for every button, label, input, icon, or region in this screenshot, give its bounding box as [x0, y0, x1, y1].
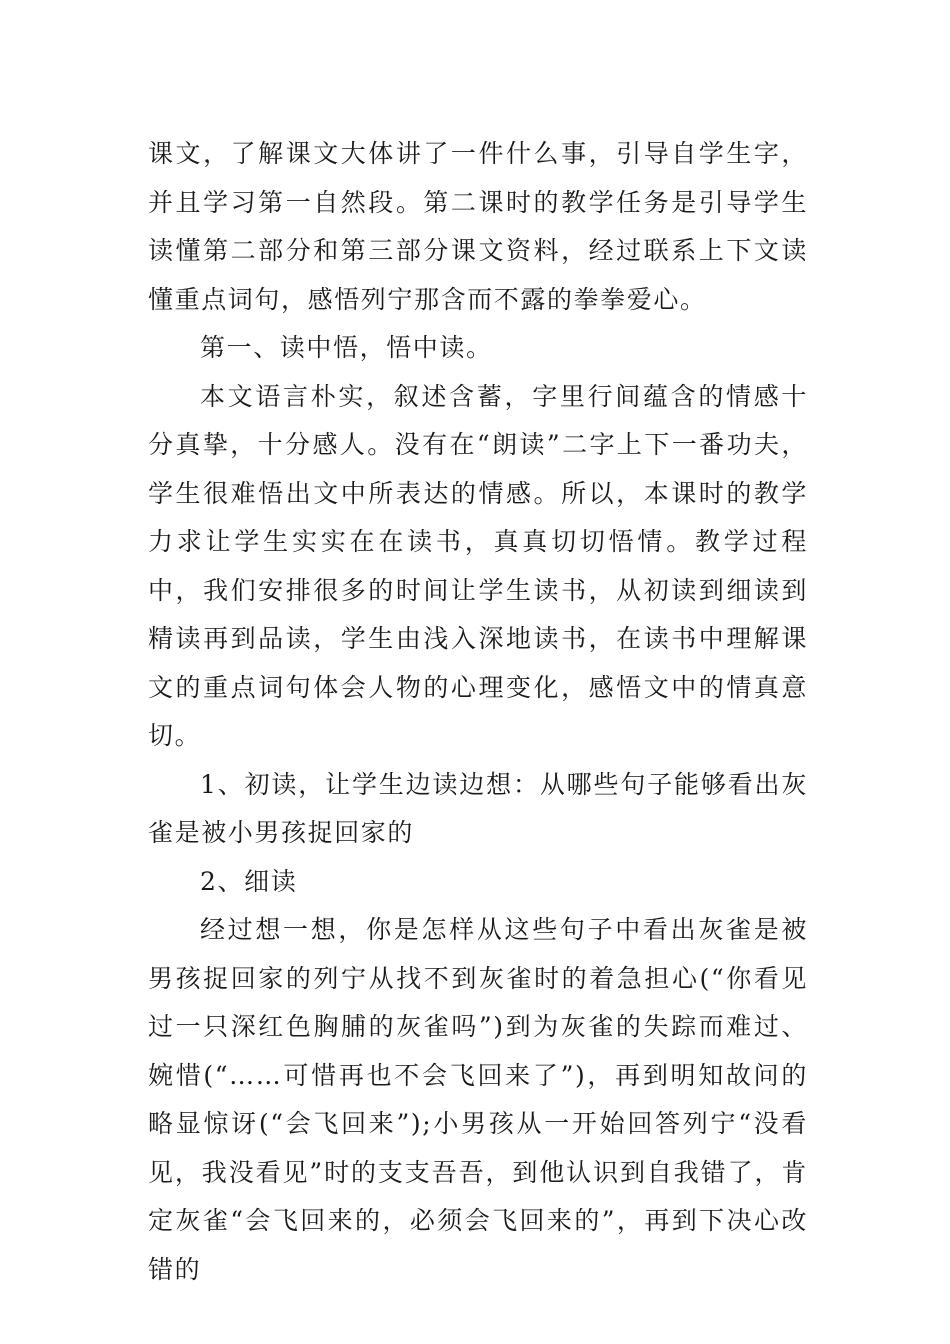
paragraph-lesson-overview: 课文，了解课文大体讲了一件什么事，引导自学生字，并且学习第一自然段。第二课时的教学任务是引导学生读懂第二部分和第三部分课文资料，经过联系上下文读懂重点词句，感悟列宁那含而不露的拳拳爱心。: [148, 139, 808, 314]
paragraph-heading-read-and-understand: 第一、读中悟，悟中读。: [200, 333, 493, 362]
paragraph-close-reading-detail: 经过想一想，你是怎样从这些句子中看出灰雀是被男孩捉回家的列宁从找不到灰雀时的着急担心(“你看见过一只深红色胸脯的灰雀吗”)到为灰雀的失踪而难过、婉惜(“……可惜再也不会飞回来了”)，再到明知故问的略显惊讶(“会飞回来”);小男孩从一开始回答列宁“没看见，我没看见”时的支支吾吾，到他认识到自我错了，肯定灰雀“会飞回来的，必须会飞回来的”，再到下决心改错的: [148, 915, 808, 1284]
paragraph-first-reading: 1、初读，让学生边读边想：从哪些句子能够看出灰雀是被小男孩捉回家的: [148, 769, 808, 847]
paragraph-reading-method: 本文语言朴实，叙述含蓄，字里行间蕴含的情感十分真挚，十分感人。没有在“朗读”二字上下一番功夫，学生很难悟出文中所表达的情感。所以，本课时的教学力求让学生实实在在读书，真真切切悟情。教学过程中，我们安排很多的时间让学生读书，从初读到细读到精读再到品读，学生由浅入深地读书，在读书中理解课文的重点词句体会人物的心理变化，感悟文中的情真意切。: [148, 381, 808, 750]
body-text: [148, 130, 808, 1294]
paragraph-close-reading-heading: 2、细读: [200, 866, 298, 896]
